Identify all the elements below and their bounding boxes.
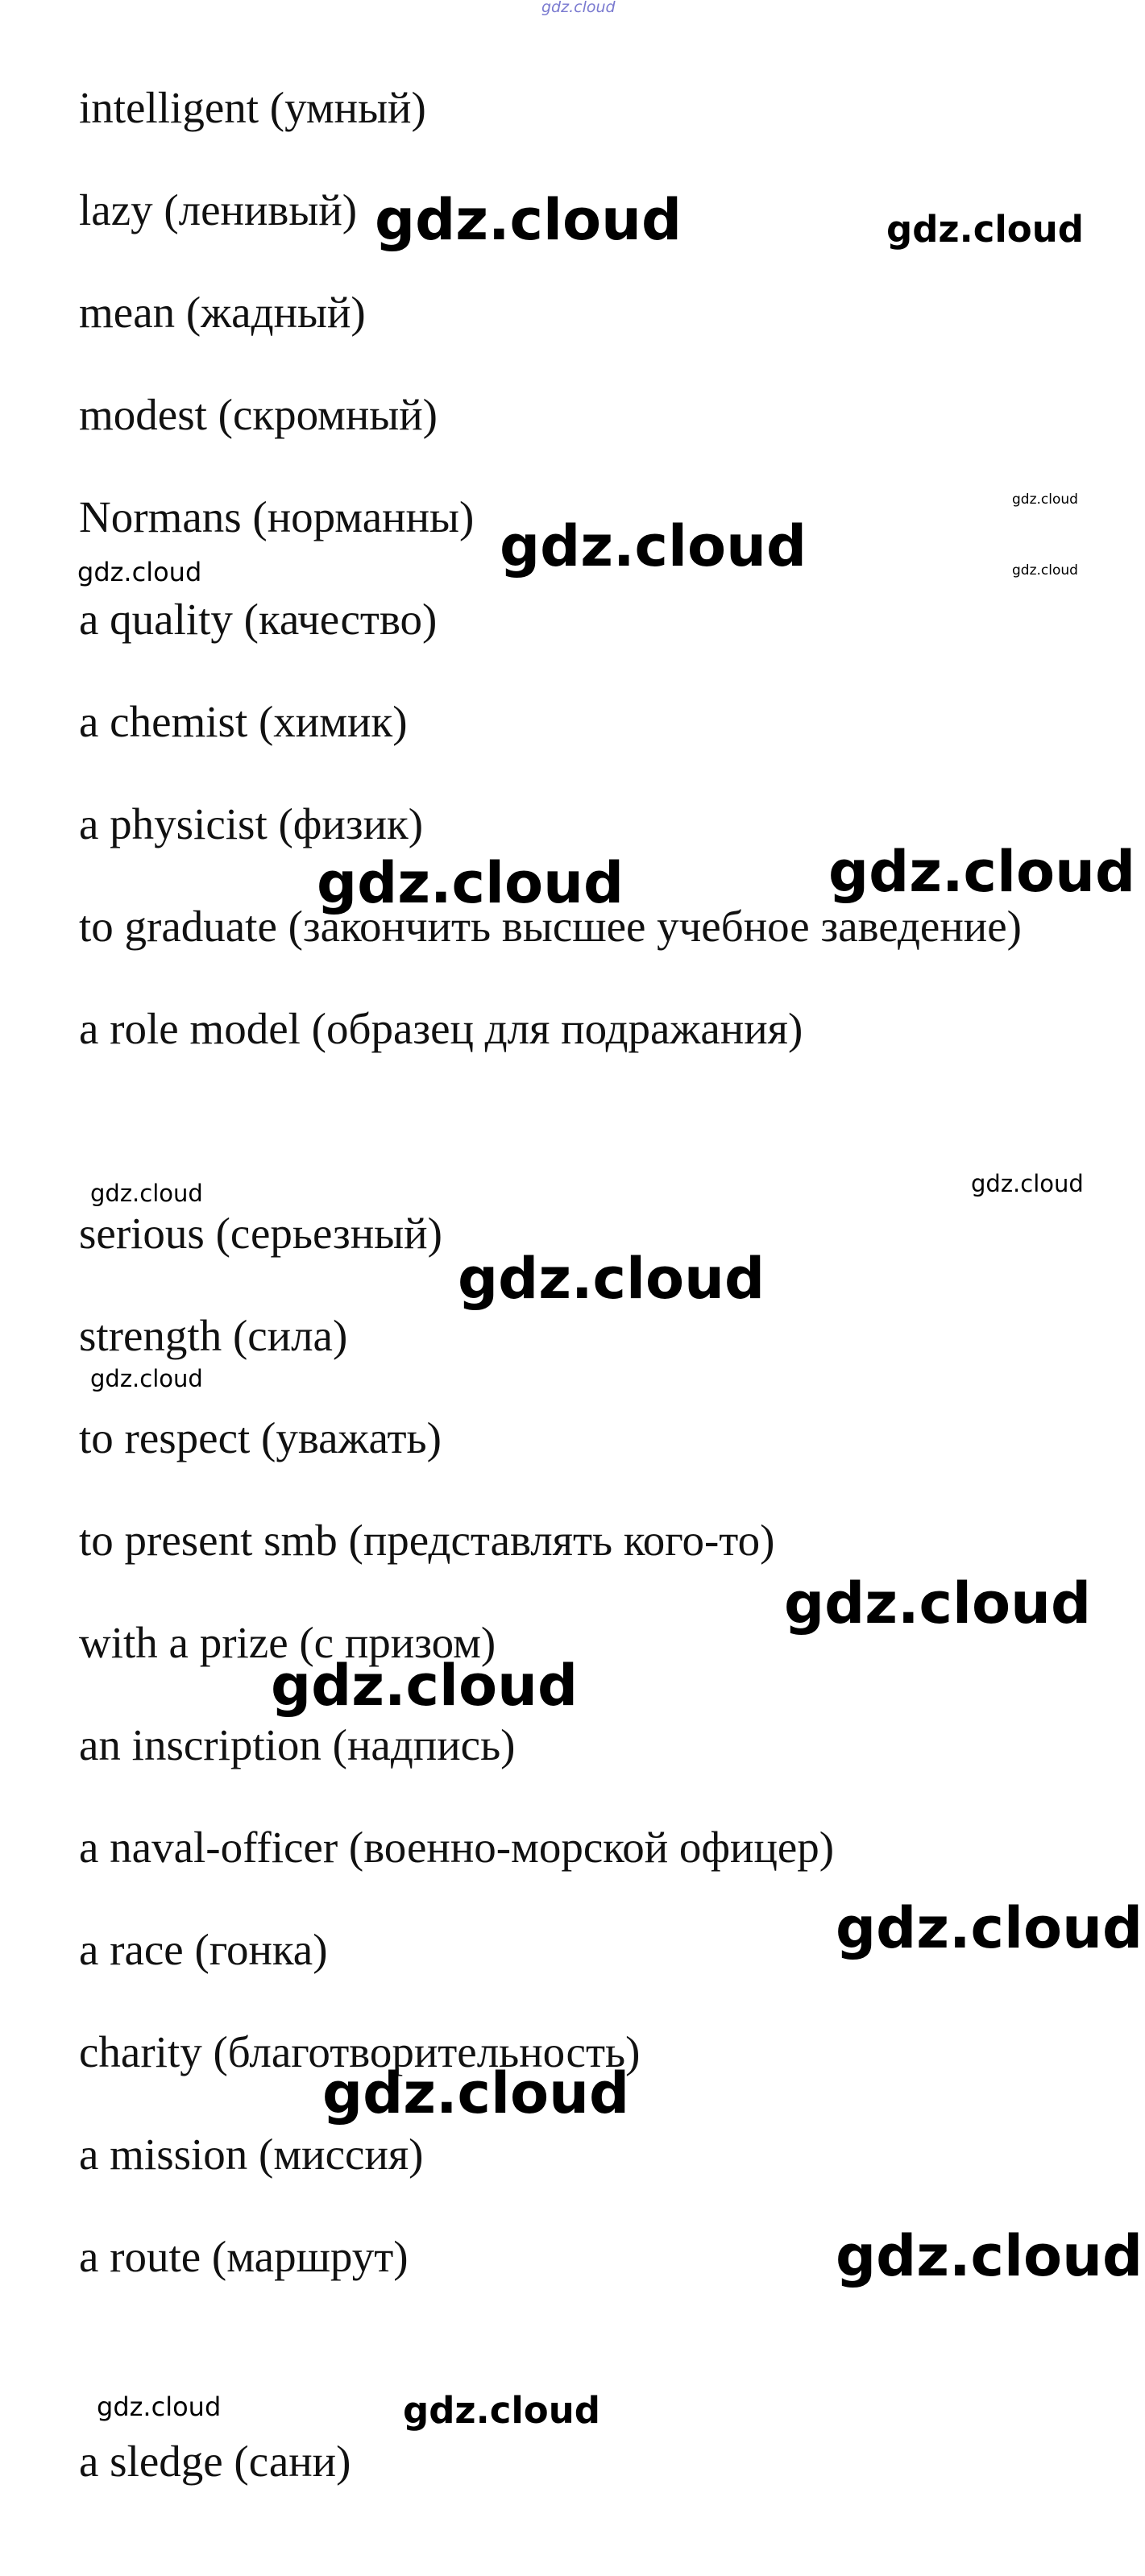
- vocab-entry: a chemist (химик): [79, 697, 408, 746]
- watermark: gdz.cloud: [90, 1180, 203, 1207]
- watermark: gdz.cloud: [317, 850, 624, 916]
- vocab-entry: intelligent (умный): [79, 83, 426, 132]
- watermark: gdz.cloud: [836, 2223, 1143, 2289]
- watermark: gdz.cloud: [828, 839, 1136, 905]
- vocab-entry: a race (гонка): [79, 1925, 328, 1974]
- vocab-entry: to present smb (представлять кого-то): [79, 1516, 775, 1565]
- vocab-entry: to respect (уважать): [79, 1413, 442, 1462]
- watermark: gdz.cloud: [784, 1570, 1092, 1636]
- vocab-entry: modest (скромный): [79, 390, 438, 439]
- vocab-entry: a mission (миссия): [79, 2130, 424, 2179]
- vocab-entry: a physicist (физик): [79, 799, 424, 848]
- vocab-entry: an inscription (надпись): [79, 1720, 516, 1769]
- watermark: gdz.cloud: [1012, 492, 1078, 508]
- vocab-entry: a sledge (сани): [79, 2437, 351, 2486]
- vocab-entry: Normans (норманны): [79, 492, 475, 541]
- watermark: gdz.cloud: [458, 1246, 765, 1312]
- vocab-entry: with a prize (с призом): [79, 1618, 496, 1667]
- watermark: gdz.cloud: [97, 2391, 222, 2422]
- watermark: gdz.cloud: [271, 1653, 579, 1719]
- watermark: gdz.cloud: [1012, 562, 1078, 579]
- watermark: gdz.cloud: [375, 187, 682, 253]
- vocab-entry: to graduate (закончить высшее учебное заведение): [79, 902, 1022, 951]
- vocab-entry: serious (серьезный): [79, 1209, 442, 1258]
- vocab-entry: a route (маршрут): [79, 2232, 409, 2281]
- watermark: gdz.cloud: [971, 1170, 1084, 1197]
- watermark: gdz.cloud: [90, 1365, 203, 1392]
- vocab-entry: a role model (образец для подражания): [79, 1004, 803, 1053]
- watermark: gdz.cloud: [77, 557, 202, 587]
- vocab-entry: mean (жадный): [79, 288, 366, 337]
- vocab-entry: charity (благотворительность): [79, 2027, 641, 2076]
- vocab-entry: lazy (ленивый): [79, 185, 358, 234]
- vocab-entry: a naval-officer (военно-морской офицер): [79, 1823, 835, 1872]
- watermark: gdz.cloud: [541, 0, 616, 16]
- watermark: gdz.cloud: [403, 2389, 600, 2432]
- vocab-entry: strength (сила): [79, 1311, 348, 1360]
- watermark: gdz.cloud: [322, 2060, 630, 2126]
- watermark: gdz.cloud: [500, 513, 807, 579]
- watermark: gdz.cloud: [836, 1895, 1143, 1961]
- vocab-entry: a quality (качество): [79, 595, 438, 644]
- watermark: gdz.cloud: [886, 208, 1084, 251]
